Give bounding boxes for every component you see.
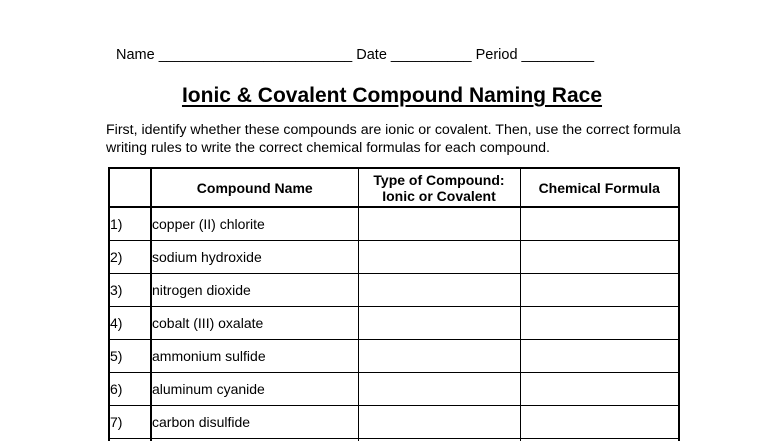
chemical-formula-answer[interactable] (520, 340, 679, 373)
header-compound-name: Compound Name (151, 168, 358, 207)
chemical-formula-answer[interactable] (520, 307, 679, 340)
compound-name: sodium hydroxide (151, 241, 358, 274)
table-row (109, 340, 679, 373)
compound-name: copper (II) chlorite (151, 207, 358, 241)
header-type-line2: Ionic or Covalent (382, 187, 496, 204)
compound-type-answer[interactable] (358, 307, 520, 340)
chemical-formula-answer[interactable] (520, 274, 679, 307)
row-number: 5) (109, 340, 151, 373)
compound-name: aluminum cyanide (151, 373, 358, 406)
compound-name: carbon disulfide (151, 406, 358, 439)
row-number: 7) (109, 406, 151, 439)
compound-name: cobalt (III) oxalate (151, 307, 358, 340)
chemical-formula-answer[interactable] (520, 406, 679, 439)
compound-type-answer[interactable] (358, 373, 520, 406)
page-title-text: Ionic & Covalent Compound Naming Race (181, 84, 603, 107)
row-number: 2) (109, 241, 151, 274)
compound-type-answer[interactable] (358, 274, 520, 307)
table-row (109, 207, 679, 241)
chemical-formula-answer[interactable] (520, 373, 679, 406)
row-number: 1) (109, 207, 151, 241)
compound-type-answer[interactable] (358, 241, 520, 274)
student-info-line: Name ________________________ Date __________ Period _________ (116, 47, 595, 63)
instructions: First, identify whether these compounds are ionic or covalent. Then, use the correct formula writing rules to write the correct chemical formulas for each compound. (106, 122, 681, 156)
table-row (109, 406, 679, 439)
header-type-of-compound (358, 168, 520, 207)
row-number: 6) (109, 373, 151, 406)
table-row (109, 274, 679, 307)
row-number: 3) (109, 274, 151, 307)
row-number: 4) (109, 307, 151, 340)
chemical-formula-answer[interactable] (520, 241, 679, 274)
compound-name: ammonium sulfide (151, 340, 358, 373)
compound-type-answer[interactable] (358, 406, 520, 439)
header-number (109, 168, 151, 207)
page-title (0, 84, 784, 108)
header-chemical-formula: Chemical Formula (520, 168, 679, 207)
compound-table (108, 167, 680, 441)
table-header-row (109, 168, 679, 207)
header-type-line1: Type of Compound: (373, 171, 505, 188)
table-row (109, 241, 679, 274)
chemical-formula-answer[interactable] (520, 207, 679, 241)
compound-type-answer[interactable] (358, 340, 520, 373)
table-row (109, 307, 679, 340)
compound-name: nitrogen dioxide (151, 274, 358, 307)
compound-type-answer[interactable] (358, 207, 520, 241)
table-row (109, 373, 679, 406)
